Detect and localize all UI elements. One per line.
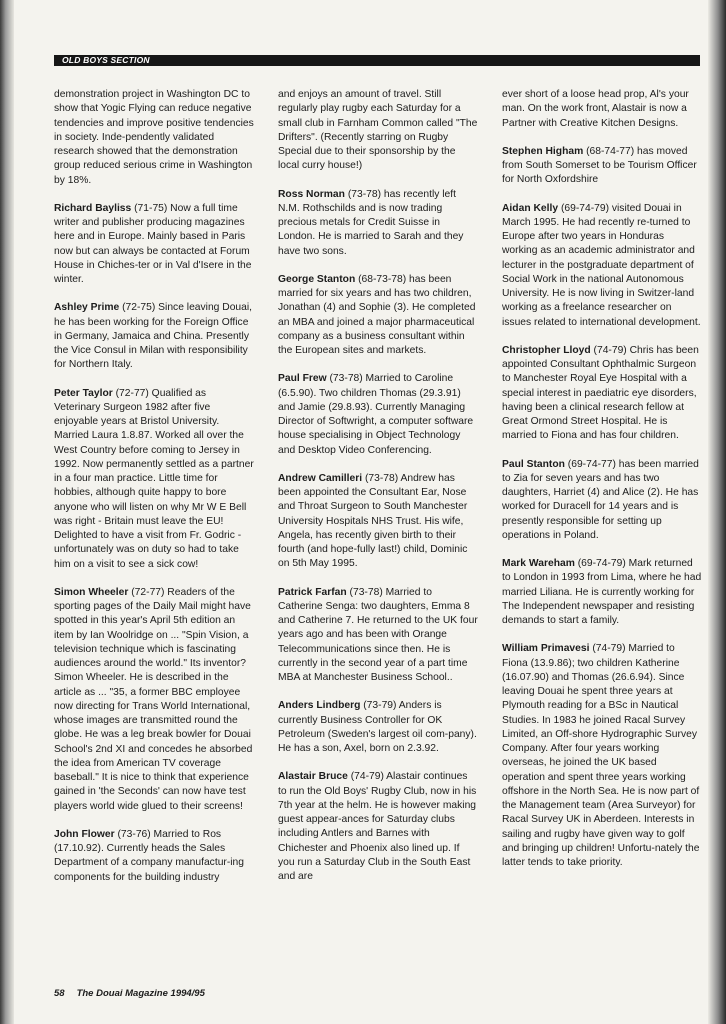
- old-boy-name: Richard Bayliss: [54, 202, 132, 214]
- old-boy-entry: [54, 301, 254, 372]
- old-boy-entry: [278, 699, 478, 756]
- old-boy-entry: [502, 557, 702, 628]
- old-boy-entry: [54, 387, 254, 572]
- page-edge-shadow: [708, 0, 726, 1024]
- page-number: 58: [54, 988, 65, 999]
- entry-text: (73-76) Married to Ros (17.10.92). Currently heads the Sales Department of a company manufactur-ing components for the building industry: [54, 828, 245, 883]
- page-binding-shadow: [0, 0, 14, 1024]
- entry-text: (74-79) Chris has been appointed Consultant Ophthalmic Surgeon to Manchester Royal Eye Hospital with a special interest in paediatric eye disorders, having been a clinical research fellow at Great Ormond Street Hospital. He is married to Fiona and has four children.: [502, 344, 699, 442]
- old-boy-entry: [502, 145, 702, 188]
- entry-text: (71-75) Now a full time writer and publisher producing magazines here and in Europe. Mainly based in Paris now but can always be contacted at Forum House in Chiches-ter or in Val d'Isere in the winter.: [54, 202, 252, 285]
- old-boy-entry: [278, 188, 478, 259]
- old-boy-entry: [278, 273, 478, 359]
- old-boy-name: Peter Taylor: [54, 387, 113, 399]
- old-boy-entry: [502, 344, 702, 444]
- old-boy-entry: [54, 586, 254, 814]
- entry-text: ever short of a loose head prop, Al's your man. On the work front, Alastair is now a Partner with Creative Kitchen Designs.: [502, 89, 689, 129]
- entry-text: (73-78) has recently left N.M. Rothschilds and is now trading precious metals for Credit Suisse in London. He is married to Sarah and they have two sons.: [278, 188, 464, 257]
- entry-text: (74-79) Alastair continues to run the Old Boys' Rugby Club, now in his 7th year at the helm. He is however making guest appear-ances for Saturday clubs including Antlers and Barnes with Chichester and Phoenix also lined up. If you run a Saturday Club in the South East and are: [278, 771, 477, 882]
- old-boy-name: Ashley Prime: [54, 302, 120, 314]
- old-boy-entry: [502, 202, 702, 330]
- entry-text: (69-74-79) visited Douai in March 1995. He had recently re-turned to Europe after two years in Honduras working as an academic administrator and lecturer in the postgraduate department of Social Work in the national Autonomous University. He is now living in Switzer-land working as a freelance researcher on issues related to international development.: [502, 202, 701, 328]
- text-column-2: [278, 88, 478, 884]
- old-boy-name: Stephen Higham: [502, 145, 584, 157]
- old-boy-name: John Flower: [54, 828, 115, 840]
- old-boy-name: Aidan Kelly: [502, 202, 559, 214]
- entry-text: and enjoys an amount of travel. Still regularly play rugby each Saturday for a small club in Farnham Common called "The Drifters". (Recently starring on Rugby Special due to their sponsorship by the local curry house!): [278, 89, 478, 172]
- old-boy-name: Anders Lindberg: [278, 700, 361, 712]
- old-boy-entry: [502, 458, 702, 544]
- old-boy-name: Paul Frew: [278, 373, 327, 385]
- entry-text: (68-73-78) has been married for six years and has two children, Jonathan (4) and Sophie (3). He completed an MBA and joined a major pharmaceutical company as a business consultant within the European sites and markets.: [278, 273, 476, 356]
- old-boy-entry: [278, 586, 478, 686]
- old-boy-entry: [502, 88, 702, 131]
- old-boy-entry: [278, 372, 478, 458]
- old-boy-name: George Stanton: [278, 273, 356, 285]
- old-boy-entry: [54, 202, 254, 288]
- old-boy-entry: [278, 770, 478, 884]
- entry-text: (72-75) Since leaving Douai, he has been working for the Foreign Office in Germany, Jamaica and China. Presently the Vice Consul in Milan with responsibility for Northern Italy.: [54, 302, 253, 371]
- old-boy-entry: [54, 828, 254, 885]
- text-column-3: [502, 88, 702, 870]
- old-boy-entry: [502, 642, 702, 870]
- magazine-title: The Douai Magazine 1994/95: [76, 988, 205, 999]
- old-boy-name: Simon Wheeler: [54, 586, 129, 598]
- old-boy-name: Alastair Bruce: [278, 771, 348, 783]
- old-boy-name: Andrew Camilleri: [278, 472, 363, 484]
- old-boy-name: Christopher Lloyd: [502, 344, 591, 356]
- entry-text: (69-74-77) has been married to Zia for seven years and has two daughters, Harriet (4) and Alice (2). He has worked for Duracell for 14 years and is presently responsible for setting up operations in Poland.: [502, 458, 699, 541]
- entry-text: (73-78) Married to Catherine Senga: two daughters, Emma 8 and Catherine 7. He returned to the UK four years ago and has been with Orange Telecommunications since then. He is currently in the second year of a part time MBA at Manchester Business School..: [278, 586, 478, 683]
- old-boy-name: William Primavesi: [502, 643, 590, 655]
- old-boy-name: Patrick Farfan: [278, 586, 347, 598]
- entry-text: (68-74-77) has moved from South Somerset to be Tourism Officer for North Oxfordshire: [502, 145, 697, 186]
- page-footer: [54, 988, 205, 1002]
- section-title: OLD BOYS SECTION: [62, 55, 150, 65]
- entry-text: (74-79) Married to Fiona (13.9.86); two children Katherine (16.07.90) and Thomas (26.6.94). Since leaving Douai he spent three years at Plymouth reading for a BSc in Nautical Studies. In 1983 he joined Racal Survey Limited, an Off-shore Hydrographic Survey Company. After four years working overseas, he joined the UK based operation and spent three years working offshore in the North Sea. He is now part of the Management team (Area Surveyor) for Racal Survey UK in Aberdeen. Interests in sailing and rugby have given way to golf and bringing up children! Unfortu-nately the latter tends to take priority.: [502, 643, 700, 868]
- entry-text: demonstration project in Washington DC to show that Yogic Flying can reduce negative tendencies and improve positive tendencies in society. Inde-pendently validated research showed that the demonstration group reduced serious crime in Washington by 18%.: [54, 89, 254, 186]
- entry-text: (72-77) Qualified as Veterinary Surgeon 1982 after five enjoyable years at Bristol University. Married Laura 1.8.87. Worked all over the West Country before coming to Jersey in 1992. Now permanently settled as a partner in a four man practice. Little time for hobbies, although quite happy to bore anyone who will listen on why Mr W E Bell was right - Britain must leave the EU! Delighted to have a visit from Fr. Godric - unfortunately was on duty so had to take him on a visit to see a sick cow!: [54, 387, 254, 570]
- entry-text: (69-74-79) Mark returned to London in 1993 from Lima, where he had married Liliana. He is currently working for The Independent newspaper and resisting demands to start a family.: [502, 558, 702, 626]
- entry-text: (73-78) Andrew has been appointed the Consultant Ear, Nose and Throat Surgeon to South Manchester University Hospitals NHS Trust. His wife, Angela, has recently given birth to their fourth (and hope-fully last!) child, Dominic on 5th May 1995.: [278, 472, 468, 570]
- text-column-1: [54, 88, 254, 885]
- entry-text: (73-79) Anders is currently Business Controller for OK Petroleum (Sweden's largest oil com-pany). He has a son, Axel, born on 2.3.92.: [278, 700, 477, 754]
- section-header-bar: [54, 55, 700, 66]
- entry-text: (72-77) Readers of the sporting pages of the Daily Mail might have spotted in this year's April 5th edition an item by Ian Woolridge on ... "Spin Vision, a television technique which is fascinating audiences around the world." Its inventor? Simon Wheeler. He is described in the article as ... "35, a former BBC employee now directing for Trans World International, whose images are transmitted round the globe. He was a leg break bowler for Douai School's 2nd XI and concedes he absorbed the idea from American TV coverage baseball." It is nice to think that experience gained in 'the Seconds' can now have test players world wide glued to their screens!: [54, 586, 253, 812]
- entry-text: (73-78) Married to Caroline (6.5.90). Two children Thomas (29.3.91) and Jamie (29.8.93). Currently Managing Director of Softwright, a computer software house specialising in Object Technology and Desktop Video Conferencing.: [278, 373, 474, 456]
- old-boy-entry: [278, 88, 478, 174]
- old-boy-name: Mark Wareham: [502, 558, 575, 569]
- old-boy-name: Ross Norman: [278, 188, 345, 200]
- old-boy-entry: [278, 472, 478, 572]
- old-boy-entry: [54, 88, 254, 188]
- old-boy-name: Paul Stanton: [502, 458, 565, 470]
